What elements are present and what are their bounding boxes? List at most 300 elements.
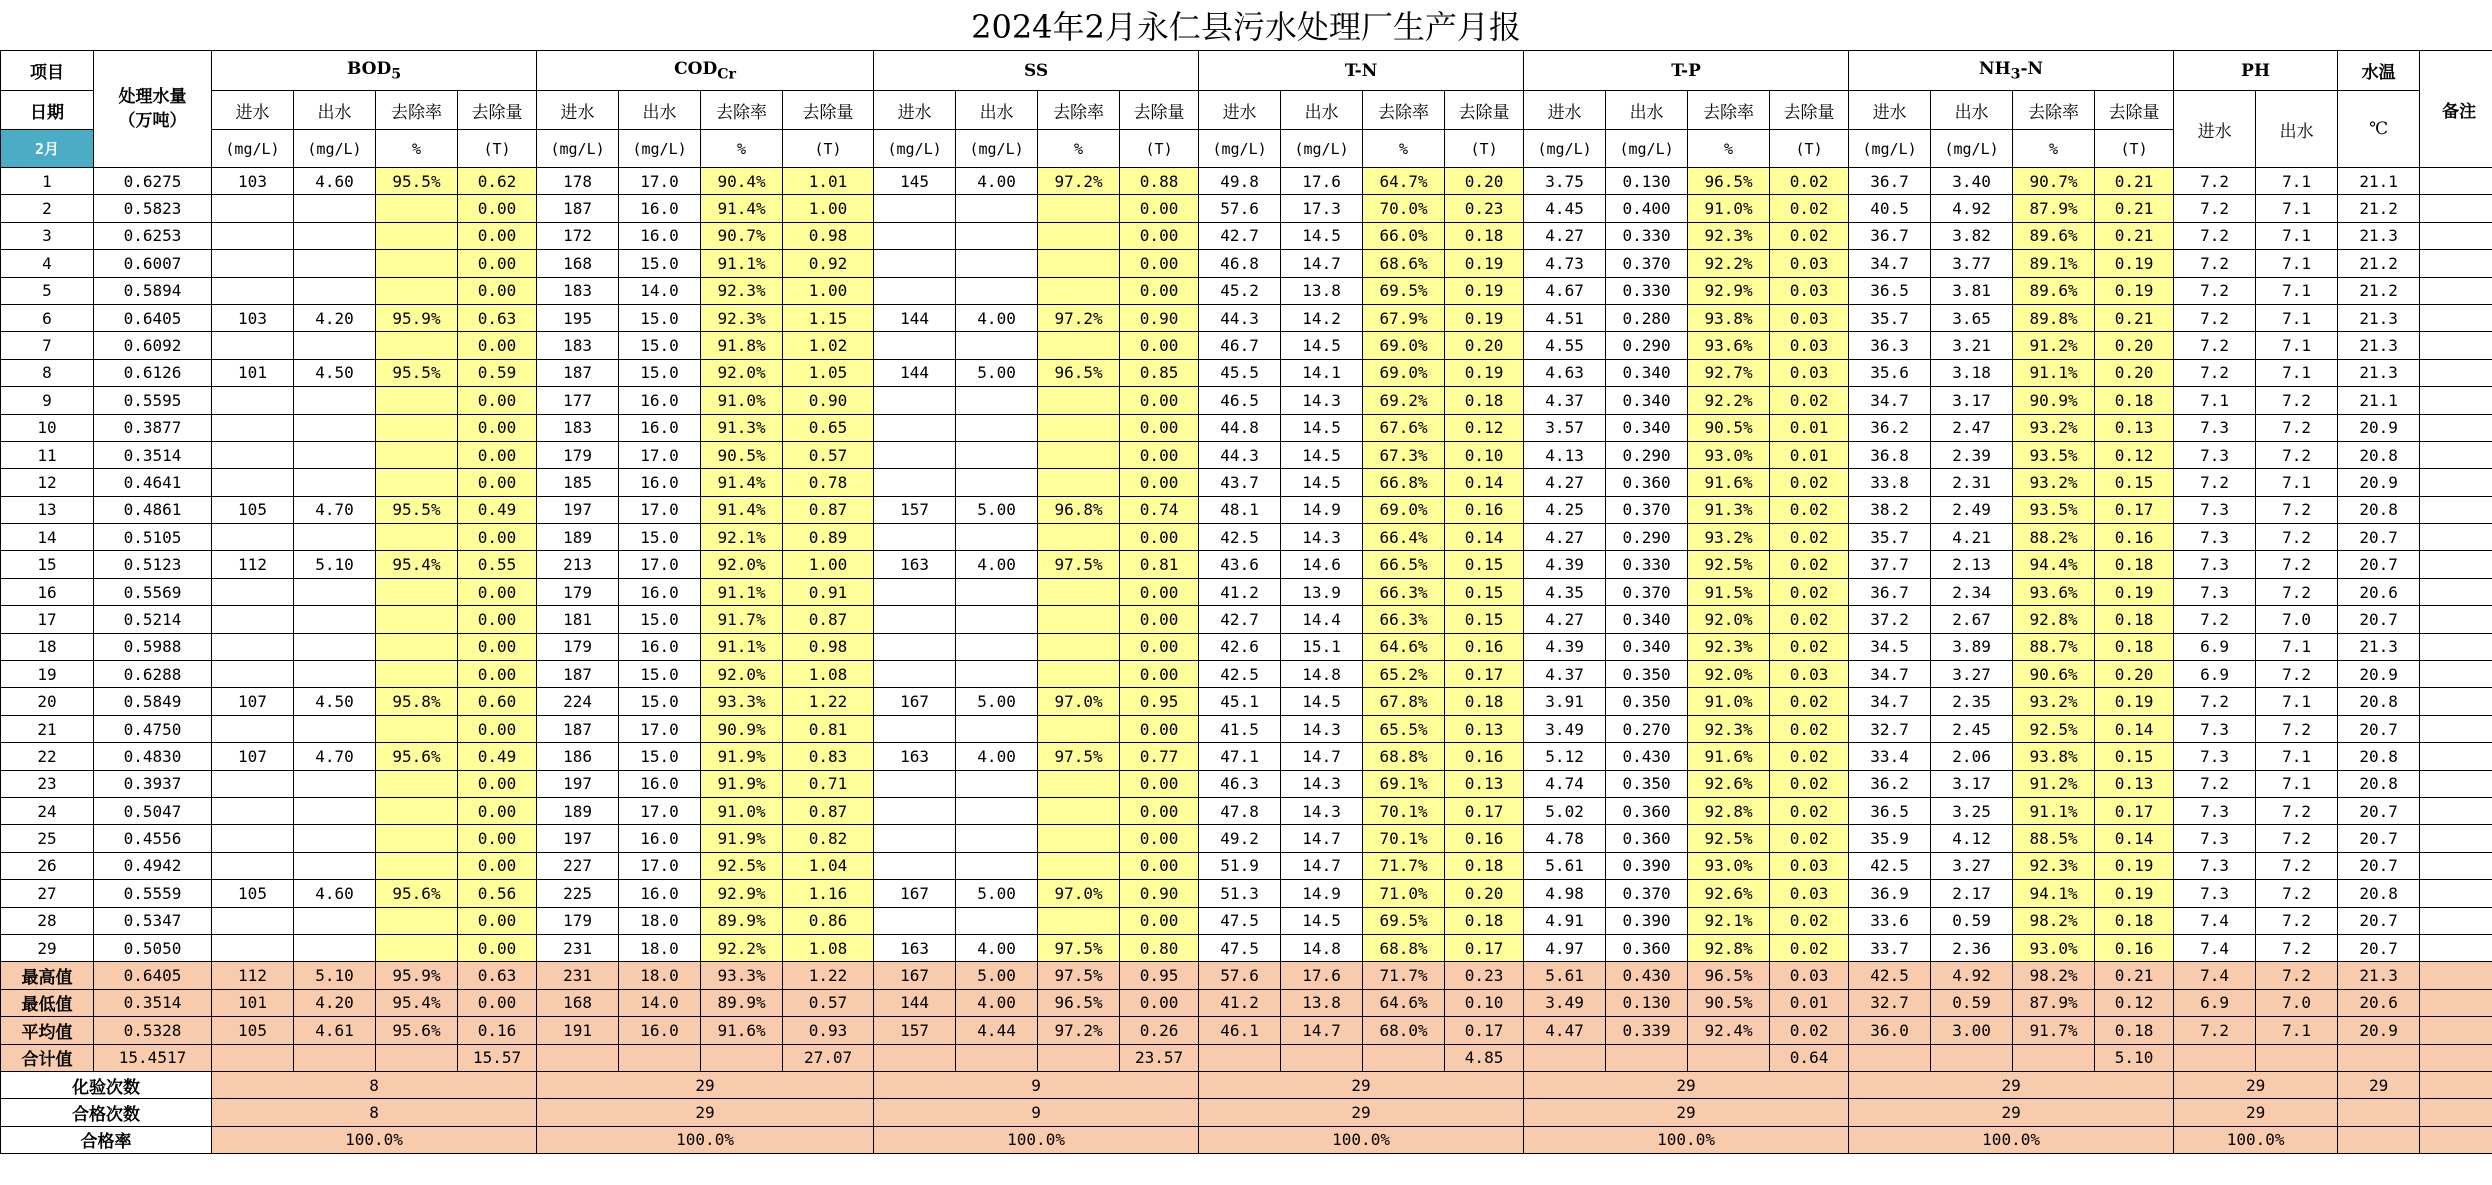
data-cell: 4.47 — [1524, 1017, 1606, 1044]
day-cell: 16 — [1, 578, 94, 605]
data-cell: 42.5 — [1849, 962, 1931, 989]
data-cell — [956, 332, 1038, 359]
data-cell: 18.0 — [619, 962, 701, 989]
data-cell: 4.25 — [1524, 496, 1606, 523]
data-cell: 95.6% — [376, 1017, 458, 1044]
data-cell — [376, 825, 458, 852]
footer-cod-cell: 100.0% — [537, 1126, 874, 1153]
data-cell: 0.5849 — [94, 688, 212, 715]
data-cell — [294, 606, 376, 633]
data-cell: 91.7% — [701, 606, 783, 633]
data-cell: 91.9% — [701, 743, 783, 770]
data-cell: 96.8% — [1038, 496, 1120, 523]
data-cell: 15.0 — [619, 304, 701, 331]
data-cell — [1038, 1044, 1120, 1071]
data-cell: 91.7% — [2013, 1017, 2095, 1044]
data-cell: 0.02 — [1770, 797, 1849, 824]
data-cell: 0.16 — [1445, 633, 1524, 660]
data-cell: 0.350 — [1606, 661, 1688, 688]
data-cell: 7.4 — [2174, 934, 2256, 961]
data-cell: 4.00 — [956, 989, 1038, 1016]
data-cell — [376, 633, 458, 660]
data-cell: 3.91 — [1524, 688, 1606, 715]
footer-tp-cell: 29 — [1524, 1071, 1849, 1098]
data-cell: 107 — [212, 743, 294, 770]
data-cell: 20.7 — [2338, 551, 2420, 578]
data-cell — [376, 524, 458, 551]
data-cell: 14.0 — [619, 989, 701, 1016]
footer-ss-cell: 100.0% — [874, 1126, 1199, 1153]
data-cell: 92.0% — [1688, 661, 1770, 688]
data-cell: 0.20 — [2095, 661, 2174, 688]
day-cell: 12 — [1, 469, 94, 496]
data-cell: 4.85 — [1445, 1044, 1524, 1071]
data-cell — [212, 578, 294, 605]
data-cell: 144 — [874, 304, 956, 331]
data-cell: 68.8% — [1363, 743, 1445, 770]
data-cell: 21.2 — [2338, 195, 2420, 222]
data-cell: 0.65 — [783, 414, 874, 441]
data-cell — [701, 1044, 783, 1071]
data-cell: 0.5123 — [94, 551, 212, 578]
data-cell: 7.3 — [2174, 743, 2256, 770]
data-cell: 0.339 — [1606, 1017, 1688, 1044]
data-cell: 7.2 — [2174, 168, 2256, 195]
data-cell: 0.00 — [458, 469, 537, 496]
data-cell: 64.7% — [1363, 168, 1445, 195]
table-row — [1, 414, 2492, 441]
data-cell: 91.6% — [1688, 743, 1770, 770]
data-cell — [874, 715, 956, 742]
data-cell: 20.8 — [2338, 770, 2420, 797]
data-cell: 42.5 — [1849, 852, 1931, 879]
data-cell: 0.430 — [1606, 962, 1688, 989]
data-cell: 7.3 — [2174, 551, 2256, 578]
data-cell: 0.00 — [1120, 770, 1199, 797]
data-cell: 33.7 — [1849, 934, 1931, 961]
data-cell — [376, 332, 458, 359]
data-cell: 91.6% — [701, 1017, 783, 1044]
day-cell: 13 — [1, 496, 94, 523]
data-cell — [212, 825, 294, 852]
data-cell: 7.2 — [2174, 770, 2256, 797]
data-cell: 0.00 — [1120, 797, 1199, 824]
data-cell — [874, 770, 956, 797]
data-cell: 5.10 — [294, 551, 376, 578]
data-cell: 0.00 — [1120, 852, 1199, 879]
data-cell: 46.3 — [1199, 770, 1281, 797]
data-cell: 15.0 — [619, 688, 701, 715]
table-row — [1, 743, 2492, 770]
data-cell: 15.0 — [619, 606, 701, 633]
tn-header: T-N — [1199, 51, 1524, 91]
data-cell: 13.8 — [1281, 989, 1363, 1016]
data-cell: 0.20 — [1445, 168, 1524, 195]
data-cell — [1931, 1044, 2013, 1071]
data-cell: 0.290 — [1606, 332, 1688, 359]
data-cell: 105 — [212, 880, 294, 907]
data-cell: 5.12 — [1524, 743, 1606, 770]
day-cell: 26 — [1, 852, 94, 879]
data-cell: 4.20 — [294, 304, 376, 331]
data-cell: 93.3% — [701, 688, 783, 715]
footer-cod-cell: 29 — [537, 1071, 874, 1098]
data-cell: 3.49 — [1524, 715, 1606, 742]
remark-cell — [2420, 551, 2492, 578]
data-cell: 92.0% — [701, 661, 783, 688]
data-cell: 66.8% — [1363, 469, 1445, 496]
data-cell: 94.4% — [2013, 551, 2095, 578]
data-cell: 3.75 — [1524, 168, 1606, 195]
data-cell — [1038, 277, 1120, 304]
data-cell: 0.90 — [783, 387, 874, 414]
day-cell: 27 — [1, 880, 94, 907]
data-cell: 0.20 — [2095, 332, 2174, 359]
remark-cell — [2420, 578, 2492, 605]
data-cell: 70.1% — [1363, 797, 1445, 824]
data-cell: 3.89 — [1931, 633, 2013, 660]
footer-bod-cell: 8 — [212, 1099, 537, 1126]
data-cell: 0.00 — [1120, 606, 1199, 633]
data-cell: 44.3 — [1199, 441, 1281, 468]
data-cell: 0.01 — [1770, 414, 1849, 441]
data-cell: 144 — [874, 989, 956, 1016]
data-cell: 92.7% — [1688, 359, 1770, 386]
data-cell: 0.01 — [1770, 441, 1849, 468]
data-cell: 20.7 — [2338, 715, 2420, 742]
data-cell — [1038, 524, 1120, 551]
data-cell — [212, 250, 294, 277]
data-cell: 0.02 — [1770, 578, 1849, 605]
data-cell: 41.2 — [1199, 578, 1281, 605]
data-cell: 92.0% — [701, 359, 783, 386]
table-row — [1, 524, 2492, 551]
data-cell: 1.22 — [783, 962, 874, 989]
table-row — [1, 715, 2492, 742]
table-row — [1, 332, 2492, 359]
data-cell: 16.0 — [619, 633, 701, 660]
data-cell: 42.6 — [1199, 633, 1281, 660]
data-cell: 163 — [874, 743, 956, 770]
data-cell: 17.0 — [619, 715, 701, 742]
data-cell: 92.3% — [1688, 715, 1770, 742]
data-cell: 14.5 — [1281, 688, 1363, 715]
data-cell: 16.0 — [619, 880, 701, 907]
data-cell — [1038, 578, 1120, 605]
data-cell: 87.9% — [2013, 195, 2095, 222]
data-cell — [874, 661, 956, 688]
data-cell: 0.88 — [1120, 168, 1199, 195]
data-cell: 0.00 — [1120, 414, 1199, 441]
data-cell: 157 — [874, 496, 956, 523]
data-cell: 167 — [874, 962, 956, 989]
data-cell — [376, 715, 458, 742]
remark-cell — [2420, 250, 2492, 277]
data-cell: 95.5% — [376, 496, 458, 523]
data-cell: 0.18 — [1445, 387, 1524, 414]
data-cell: 0.350 — [1606, 688, 1688, 715]
data-cell: 20.7 — [2338, 825, 2420, 852]
data-cell: 7.1 — [2256, 168, 2338, 195]
data-cell: 4.39 — [1524, 633, 1606, 660]
data-cell: 20.6 — [2338, 989, 2420, 1016]
data-cell: 91.1% — [701, 633, 783, 660]
data-cell — [874, 332, 956, 359]
ss-sub-header: 去除率 — [1038, 91, 1120, 130]
day-cell: 5 — [1, 277, 94, 304]
data-cell: 0.19 — [2095, 578, 2174, 605]
data-cell: 0.430 — [1606, 743, 1688, 770]
data-cell: 231 — [537, 934, 619, 961]
data-cell: 105 — [212, 496, 294, 523]
data-cell: 7.3 — [2174, 441, 2256, 468]
data-cell: 0.5214 — [94, 606, 212, 633]
data-cell: 36.0 — [1849, 1017, 1931, 1044]
data-cell: 92.8% — [1688, 934, 1770, 961]
data-cell: 0.15 — [2095, 469, 2174, 496]
data-cell: 0.18 — [1445, 852, 1524, 879]
day-cell: 22 — [1, 743, 94, 770]
data-cell: 7.2 — [2174, 250, 2256, 277]
data-cell: 65.5% — [1363, 715, 1445, 742]
data-cell: 15.0 — [619, 359, 701, 386]
data-cell: 33.6 — [1849, 907, 1931, 934]
cod-unit-header: (mg/L) — [619, 130, 701, 168]
table-row — [1, 934, 2492, 961]
data-cell: 178 — [537, 168, 619, 195]
data-cell: 4.21 — [1931, 524, 2013, 551]
data-cell: 0.16 — [1445, 496, 1524, 523]
data-cell: 0.5328 — [94, 1017, 212, 1044]
data-cell: 57.6 — [1199, 962, 1281, 989]
data-cell: 14.3 — [1281, 387, 1363, 414]
data-cell: 91.9% — [701, 770, 783, 797]
data-cell: 14.5 — [1281, 469, 1363, 496]
day-cell: 11 — [1, 441, 94, 468]
data-cell: 0.57 — [783, 441, 874, 468]
data-cell: 7.2 — [2256, 934, 2338, 961]
data-cell: 163 — [874, 934, 956, 961]
data-cell: 7.4 — [2174, 907, 2256, 934]
data-cell: 177 — [537, 387, 619, 414]
data-cell: 67.6% — [1363, 414, 1445, 441]
nh3-unit-header: % — [2013, 130, 2095, 168]
data-cell: 97.2% — [1038, 304, 1120, 331]
data-cell: 4.60 — [294, 880, 376, 907]
data-cell — [376, 852, 458, 879]
data-cell — [2174, 1044, 2256, 1071]
data-cell — [956, 222, 1038, 249]
ph-header: PH — [2174, 51, 2338, 91]
data-cell — [956, 195, 1038, 222]
day-cell: 3 — [1, 222, 94, 249]
data-cell: 179 — [537, 633, 619, 660]
data-cell: 93.3% — [701, 962, 783, 989]
tp-unit-header: (mg/L) — [1524, 130, 1606, 168]
data-cell: 7.2 — [2256, 797, 2338, 824]
data-cell: 187 — [537, 715, 619, 742]
remark-header: 备注 — [2420, 51, 2492, 168]
data-cell: 7.2 — [2174, 222, 2256, 249]
data-cell: 45.1 — [1199, 688, 1281, 715]
data-cell: 0.6275 — [94, 168, 212, 195]
data-cell: 4.27 — [1524, 469, 1606, 496]
data-cell: 14.7 — [1281, 250, 1363, 277]
data-cell: 14.9 — [1281, 496, 1363, 523]
data-cell: 0.19 — [1445, 359, 1524, 386]
data-cell: 20.8 — [2338, 441, 2420, 468]
data-cell: 0.19 — [1445, 250, 1524, 277]
data-cell: 15.0 — [619, 661, 701, 688]
data-cell: 191 — [537, 1017, 619, 1044]
ss-sub-header: 出水 — [956, 91, 1038, 130]
data-cell: 23.57 — [1120, 1044, 1199, 1071]
data-cell — [376, 770, 458, 797]
data-cell: 18.0 — [619, 934, 701, 961]
data-cell: 36.2 — [1849, 770, 1931, 797]
data-cell: 2.06 — [1931, 743, 2013, 770]
data-cell: 20.7 — [2338, 606, 2420, 633]
data-cell: 92.2% — [1688, 250, 1770, 277]
data-cell: 197 — [537, 770, 619, 797]
data-cell: 0.360 — [1606, 469, 1688, 496]
day-cell: 29 — [1, 934, 94, 961]
data-cell — [1038, 250, 1120, 277]
data-cell: 0.98 — [783, 222, 874, 249]
data-cell: 0.90 — [1120, 304, 1199, 331]
data-cell: 7.2 — [2256, 852, 2338, 879]
data-cell: 0.17 — [2095, 496, 2174, 523]
data-cell: 0.02 — [1770, 715, 1849, 742]
data-cell: 2.13 — [1931, 551, 2013, 578]
data-cell: 42.5 — [1199, 661, 1281, 688]
data-cell: 145 — [874, 168, 956, 195]
data-cell: 0.89 — [783, 524, 874, 551]
data-cell: 91.3% — [1688, 496, 1770, 523]
data-cell: 7.2 — [2256, 880, 2338, 907]
data-cell: 7.2 — [2174, 688, 2256, 715]
data-cell — [956, 578, 1038, 605]
data-cell: 3.77 — [1931, 250, 2013, 277]
footer-row — [1, 1126, 2492, 1153]
data-cell: 32.7 — [1849, 989, 1931, 1016]
data-cell: 35.7 — [1849, 304, 1931, 331]
data-cell: 0.130 — [1606, 989, 1688, 1016]
data-cell: 6.9 — [2174, 661, 2256, 688]
data-cell: 0.4861 — [94, 496, 212, 523]
data-cell: 7.2 — [2256, 661, 2338, 688]
data-cell: 7.1 — [2256, 222, 2338, 249]
data-cell: 0.83 — [783, 743, 874, 770]
data-cell: 0.02 — [1770, 825, 1849, 852]
data-cell: 7.2 — [2256, 387, 2338, 414]
data-cell: 0.12 — [2095, 989, 2174, 1016]
data-cell — [1038, 770, 1120, 797]
data-cell: 7.3 — [2174, 880, 2256, 907]
data-cell — [956, 387, 1038, 414]
data-cell: 7.2 — [2174, 469, 2256, 496]
data-cell: 0.98 — [783, 633, 874, 660]
data-cell: 0.00 — [1120, 524, 1199, 551]
data-cell: 21.3 — [2338, 633, 2420, 660]
data-cell: 21.1 — [2338, 387, 2420, 414]
data-cell: 0.21 — [2095, 195, 2174, 222]
data-cell: 5.02 — [1524, 797, 1606, 824]
data-cell: 7.1 — [2256, 469, 2338, 496]
data-cell: 1.02 — [783, 332, 874, 359]
data-cell — [212, 222, 294, 249]
data-cell: 88.7% — [2013, 633, 2095, 660]
remark-cell — [2420, 715, 2492, 742]
data-cell: 1.15 — [783, 304, 874, 331]
footer-label: 化验次数 — [1, 1071, 212, 1098]
data-cell: 4.61 — [294, 1017, 376, 1044]
data-cell: 91.2% — [2013, 332, 2095, 359]
data-cell: 0.02 — [1770, 222, 1849, 249]
day-cell: 17 — [1, 606, 94, 633]
footer-ss-cell: 9 — [874, 1099, 1199, 1126]
data-cell: 92.2% — [701, 934, 783, 961]
data-cell — [874, 277, 956, 304]
data-cell: 0.340 — [1606, 633, 1688, 660]
data-cell: 0.18 — [2095, 606, 2174, 633]
data-cell — [956, 1044, 1038, 1071]
remark-cell — [2420, 743, 2492, 770]
data-cell: 224 — [537, 688, 619, 715]
data-cell: 0.00 — [458, 277, 537, 304]
data-cell: 90.7% — [701, 222, 783, 249]
nh3-header: $NH_3-N$ — [1849, 51, 2174, 91]
table-row — [1, 825, 2492, 852]
data-cell: 4.55 — [1524, 332, 1606, 359]
data-cell: 93.6% — [2013, 578, 2095, 605]
data-cell: 14.3 — [1281, 524, 1363, 551]
data-cell: 91.0% — [1688, 688, 1770, 715]
data-cell — [376, 797, 458, 824]
data-cell: 183 — [537, 277, 619, 304]
data-cell — [294, 825, 376, 852]
data-cell: 17.0 — [619, 441, 701, 468]
data-cell: 7.3 — [2174, 715, 2256, 742]
data-cell: 4.37 — [1524, 387, 1606, 414]
data-cell: 94.1% — [2013, 880, 2095, 907]
data-cell — [874, 441, 956, 468]
data-cell: 0.81 — [783, 715, 874, 742]
data-cell: 1.08 — [783, 934, 874, 961]
data-cell — [212, 469, 294, 496]
data-cell: 70.1% — [1363, 825, 1445, 852]
remark-cell — [2420, 332, 2492, 359]
data-cell: 14.7 — [1281, 743, 1363, 770]
data-cell: 0.18 — [2095, 387, 2174, 414]
data-cell: 179 — [537, 907, 619, 934]
footer-tn-cell: 29 — [1199, 1099, 1524, 1126]
stat-row — [1, 1044, 2492, 1071]
data-cell: 2.35 — [1931, 688, 2013, 715]
data-cell — [1363, 1044, 1445, 1071]
data-cell: 0.4556 — [94, 825, 212, 852]
data-cell: 34.7 — [1849, 661, 1931, 688]
remark-cell — [2420, 387, 2492, 414]
data-cell: 0.78 — [783, 469, 874, 496]
data-cell — [294, 414, 376, 441]
data-cell: 16.0 — [619, 469, 701, 496]
data-cell: 21.3 — [2338, 962, 2420, 989]
data-cell: 0.5569 — [94, 578, 212, 605]
temp-unit-header: ℃ — [2338, 91, 2420, 168]
data-cell: 88.2% — [2013, 524, 2095, 551]
data-cell: 66.4% — [1363, 524, 1445, 551]
